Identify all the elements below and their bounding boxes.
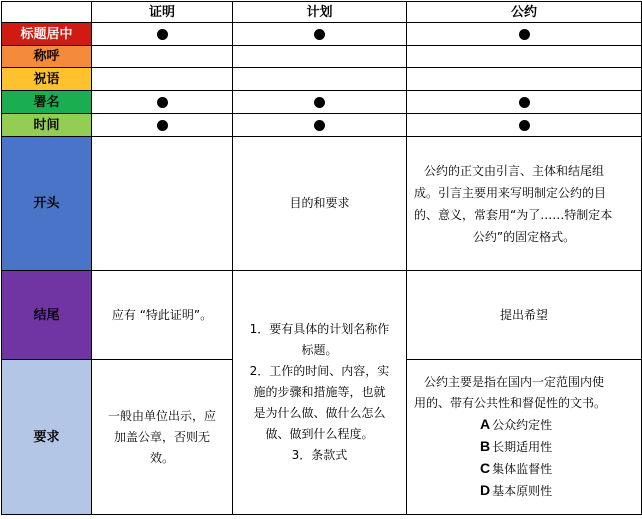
requirement-line: 效。 — [149, 450, 174, 465]
row-label-signature: 署名 — [2, 91, 92, 114]
header-corner — [2, 2, 92, 23]
feature-letter: C — [480, 460, 491, 476]
time-certificate-cell — [92, 114, 233, 137]
row-label-title: 标题居中 — [2, 23, 92, 46]
feature-letter: A — [480, 416, 491, 432]
signature-certificate-cell — [92, 91, 233, 114]
row-label-time: 时间 — [2, 114, 92, 137]
opening-convention-line: 公约”的固定格式。 — [472, 229, 576, 244]
empty-cell — [233, 46, 407, 68]
title-convention-cell — [407, 23, 642, 46]
opening-convention-line: 的、意义，常套用“为了……特制定本 — [414, 207, 613, 222]
signature-plan-cell — [233, 91, 407, 114]
opening-convention-cell — [407, 137, 642, 271]
row-label-opening: 开头 — [2, 137, 92, 271]
plan-requirement-line: 2．工作的时间、内容，实 — [249, 364, 390, 378]
row-salutation — [2, 46, 642, 68]
ending-convention-cell: 提出希望 — [407, 271, 642, 360]
feature-text: 长期适用性 — [492, 440, 553, 454]
ending-certificate-cell: 应有 “特此证明”。 — [92, 271, 233, 360]
time-convention-cell — [407, 114, 642, 137]
requirements-convention-cell — [407, 360, 642, 515]
check-dot-icon — [157, 97, 168, 108]
convention-feature-item — [414, 414, 634, 436]
check-dot-icon — [314, 97, 325, 108]
convention-feature-item — [414, 436, 634, 458]
plan-requirement-line: 标题。 — [301, 343, 338, 357]
row-opening — [2, 137, 642, 271]
plan-requirement-line: 施的步骤和措施等，也就 — [253, 385, 386, 399]
empty-cell — [92, 137, 233, 271]
row-signature — [2, 91, 642, 114]
row-label-requirements: 要求 — [2, 360, 92, 515]
feature-text: 公众约定性 — [492, 418, 553, 432]
empty-cell — [92, 68, 233, 91]
requirements-certificate-cell — [92, 360, 233, 515]
header-plan: 计划 — [233, 2, 407, 23]
check-dot-icon — [157, 29, 168, 40]
check-dot-icon — [519, 120, 530, 131]
title-certificate-cell — [92, 23, 233, 46]
convention-intro-line: 公约主要是指在国内一定范围内使 — [424, 375, 605, 389]
feature-text: 集体监督性 — [492, 462, 553, 476]
row-label-greeting: 祝语 — [2, 68, 92, 91]
convention-feature-item — [414, 480, 634, 502]
header-certificate: 证明 — [92, 2, 233, 23]
convention-intro-line: 用的、带有公共性和督促性的文书。 — [414, 396, 607, 410]
time-plan-cell — [233, 114, 407, 137]
check-dot-icon — [157, 120, 168, 131]
signature-convention-cell — [407, 91, 642, 114]
plan-requirement-line: 1．要有具体的计划名称作 — [249, 322, 390, 336]
empty-cell — [233, 68, 407, 91]
row-ending — [2, 271, 642, 360]
plan-requirements-cell — [233, 271, 407, 515]
plan-requirement-line: 是为什么做、做什么怎么 — [253, 406, 386, 420]
feature-text: 基本原则性 — [492, 484, 553, 498]
feature-letter: D — [480, 482, 491, 498]
header-row — [2, 2, 642, 23]
opening-convention-line: 公约的正文由引言、主体和结尾组 — [424, 163, 605, 178]
opening-plan-cell: 目的和要求 — [233, 137, 407, 271]
header-convention: 公约 — [407, 2, 642, 23]
check-dot-icon — [519, 29, 530, 40]
feature-letter: B — [480, 438, 491, 454]
requirement-line: 加盖公章，否则无 — [113, 429, 210, 444]
writing-format-table — [1, 1, 642, 515]
requirement-line: 一般由单位出示，应 — [107, 408, 216, 423]
row-label-ending: 结尾 — [2, 271, 92, 360]
row-time — [2, 114, 642, 137]
row-title — [2, 23, 642, 46]
empty-cell — [92, 46, 233, 68]
row-greeting — [2, 68, 642, 91]
row-label-salutation: 称呼 — [2, 46, 92, 68]
check-dot-icon — [314, 29, 325, 40]
check-dot-icon — [314, 120, 325, 131]
plan-requirement-line: 做、做到什么程度。 — [265, 427, 374, 441]
plan-requirement-line: 3．条款式 — [291, 448, 348, 462]
empty-cell — [407, 68, 642, 91]
check-dot-icon — [519, 97, 530, 108]
opening-convention-line: 成。引言主要用来写明制定公约的目 — [414, 185, 607, 200]
empty-cell — [407, 46, 642, 68]
title-plan-cell — [233, 23, 407, 46]
convention-feature-item — [414, 458, 634, 480]
